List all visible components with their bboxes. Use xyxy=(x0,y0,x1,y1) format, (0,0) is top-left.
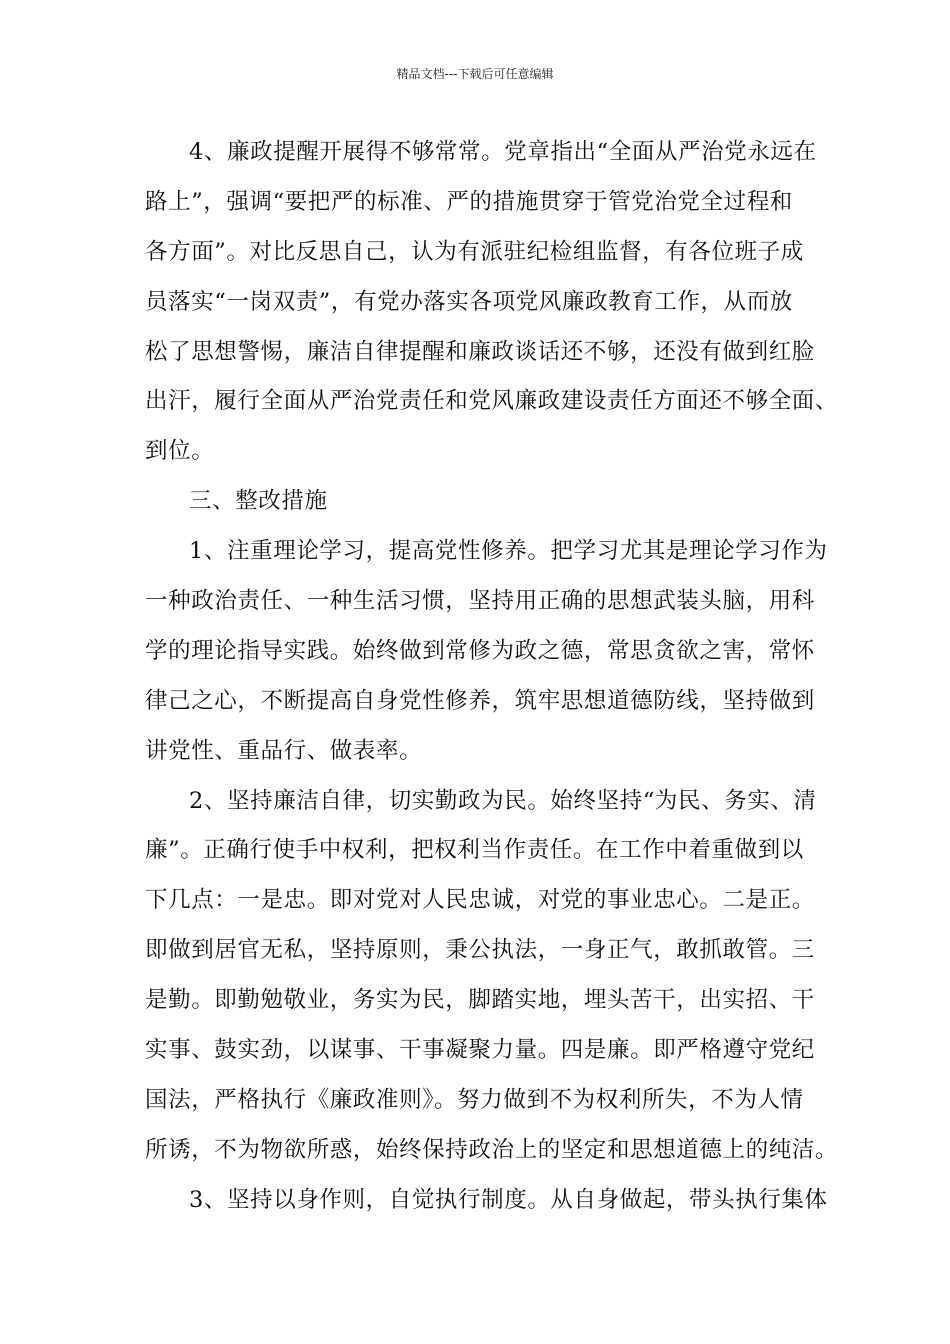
section-heading: 三、整改措施 xyxy=(189,488,328,515)
text-line: 实事、鼓实劲，以谋事、干事凝聚力量。四是廉。即严格遵守党纪 xyxy=(145,1037,815,1064)
text-line: 所诱，不为物欲所惑，始终保持政治上的坚定和思想道德上的纯洁。 xyxy=(145,1136,839,1163)
text-line: 即做到居官无私，坚持原则，秉公执法，一身正气，敢抓敢管。三 xyxy=(145,937,815,964)
text-line: 各方面”。对比反思自己，认为有派驻纪检组监督，有各位班子成 xyxy=(145,238,804,265)
text-line: 4、廉政提醒开展得不够常常。党章指出“全面从严治党永远在 xyxy=(189,139,817,165)
text-line: 到位。 xyxy=(145,438,215,465)
text-line: 国法，严格执行《廉政准则》。努力做到不为权利所失，不为人情 xyxy=(145,1086,804,1113)
text-line: 1、注重理论学习，提高党性修养。把学习尤其是理论学习作为 xyxy=(189,538,828,565)
text-line: 是勤。即勤勉敬业，务实为民，脚踏实地，埋头苦干，出实招、干 xyxy=(145,987,815,1014)
text-line: 路上”，强调“要把严的标准、严的措施贯穿于管党治党全过程和 xyxy=(145,188,793,215)
page-header: 精品文档---下载后可任意编辑 xyxy=(396,67,554,81)
text-line: 一种政治责任、一种生活习惯，坚持用正确的思想武装头脑，用科 xyxy=(145,588,815,615)
text-line: 下几点：一是忠。即对党对人民忠诚，对党的事业忠心。二是正。 xyxy=(145,887,815,914)
text-line: 2、坚持廉洁自律，切实勤政为民。始终坚持“为民、务实、清 xyxy=(189,787,817,814)
text-line: 学的理论指导实践。始终做到常修为政之德，常思贪欲之害，常怀 xyxy=(145,637,815,664)
text-line: 员落实“一岗双责”，有党办落实各项党风廉政教育工作，从而放 xyxy=(145,288,793,315)
text-line: 讲党性、重品行、做表率。 xyxy=(145,737,423,764)
text-line: 律己之心，不断提高自身党性修养，筑牢思想道德防线，坚持做到 xyxy=(145,687,815,714)
text-line: 出汗，履行全面从严治党责任和党风廉政建设责任方面还不够全面、 xyxy=(145,388,839,415)
text-line: 3、坚持以身作则，自觉执行制度。从自身做起，带头执行集体 xyxy=(189,1186,828,1213)
text-line: 廉”。正确行使手中权利，把权利当作责任。在工作中着重做到以 xyxy=(145,837,804,864)
document-body xyxy=(145,129,839,1227)
text-line: 松了思想警惕，廉洁自律提醒和廉政谈话还不够，还没有做到红脸 xyxy=(145,338,815,365)
